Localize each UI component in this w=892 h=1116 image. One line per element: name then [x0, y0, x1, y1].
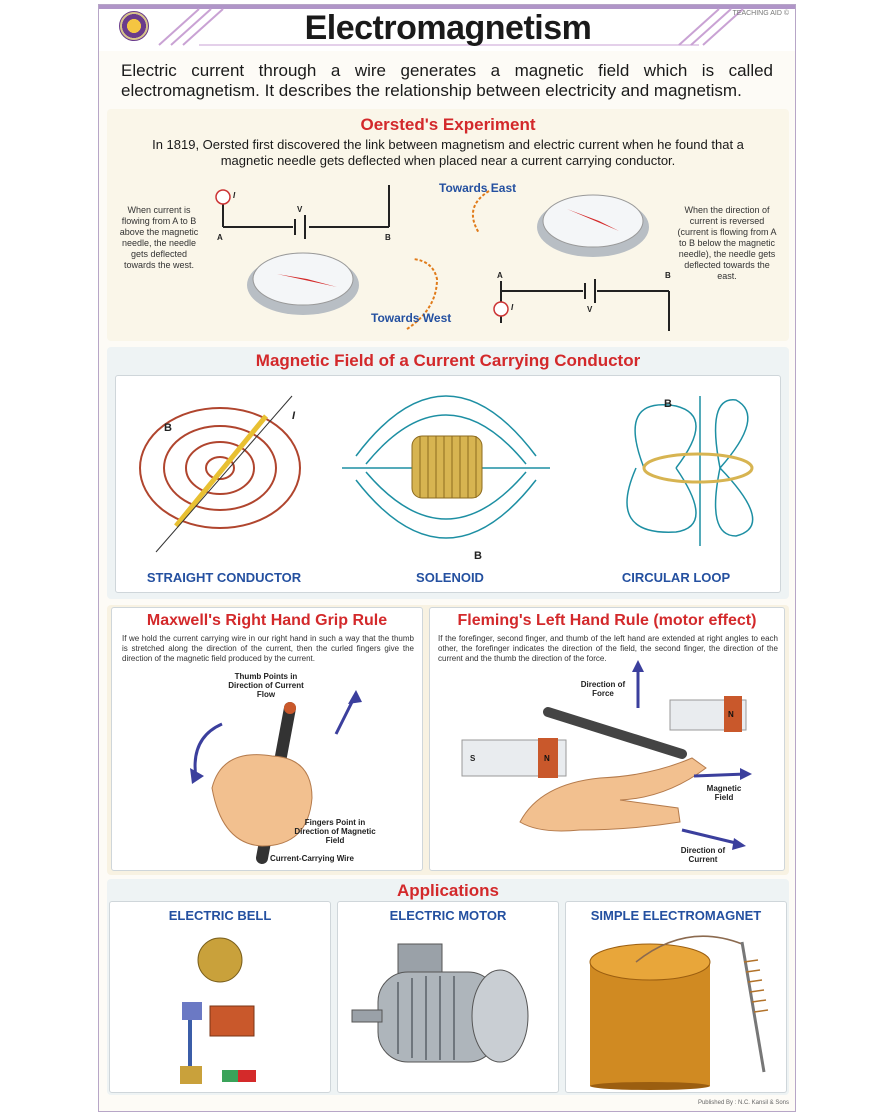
fleming-current-label: Direction of Current: [680, 846, 726, 864]
magnetic-field-panel: [107, 347, 789, 599]
publisher-code: TEACHING AID ©: [732, 10, 789, 17]
electric-bell-card: [109, 901, 331, 1093]
fleming-pole-n-right: N: [728, 710, 734, 719]
maxwell-thumb-label: Thumb Points in Direction of Current Flow: [228, 672, 304, 699]
oersted-text: In 1819, Oersted first discovered the link between magnetism and electric current when he found that a magnetic needle gets deflected when placed near a current carrying conductor.: [152, 137, 744, 168]
magnetic-field-card: [115, 375, 781, 593]
right-label-a: A: [497, 271, 503, 280]
label-simple-electromagnet: SIMPLE ELECTROMAGNET: [590, 908, 762, 923]
right-label-b: B: [665, 271, 671, 280]
simple-electromagnet-card: [565, 901, 787, 1093]
field-diagrams: [116, 376, 782, 594]
applications-panel: [107, 879, 789, 1095]
oersted-diagram: [107, 109, 789, 341]
right-label-v: V: [587, 305, 593, 314]
intro-text: Electric current through a wire generates a magnetic field which is called electromagnetism. It describes the relationship between electricity and magnetism.: [121, 61, 773, 100]
oersted-panel: [107, 109, 789, 341]
electric-motor-illustration: [338, 902, 560, 1094]
left-hand-rule-illustration: [430, 608, 786, 872]
maxwell-text: If we hold the current carrying wire in our right hand in such a way that the thumb is stretched along the direction of the current, then the curled fingers give the direction of the magnetic field produced by the current.: [122, 634, 414, 663]
fleming-field-label: Magnetic Field: [706, 784, 742, 802]
fleming-card: [429, 607, 785, 871]
right-label-i: I: [511, 303, 514, 312]
rules-panel: [107, 605, 789, 875]
straight-i-label: I: [292, 410, 296, 422]
magnetic-field-heading: Magnetic Field of a Current Carrying Conductor: [255, 351, 641, 370]
page-title: Electromagnetism: [304, 9, 592, 47]
label-electric-bell: ELECTRIC BELL: [168, 908, 272, 923]
fleming-pole-n: N: [544, 754, 550, 763]
towards-west-label: Towards West: [371, 311, 452, 325]
label-electric-motor: ELECTRIC MOTOR: [389, 908, 507, 923]
label-circular-loop: CIRCULAR LOOP: [621, 570, 731, 585]
footer: Published By : N.C. Kansil & Sons: [697, 1100, 789, 1106]
oersted-left-note: When current is flowing from A to B above the magnetic needle, the needle gets deflected towards the west.: [119, 205, 199, 270]
label-straight-conductor: STRAIGHT CONDUCTOR: [146, 570, 302, 585]
electric-motor-card: [337, 901, 559, 1093]
left-label-v: V: [297, 205, 303, 214]
oersted-right-note: When the direction of current is reversed (current is flowing from A to B below the magnetic needle), the needle gets deflected towards the east.: [677, 205, 777, 281]
fleming-pole-s: S: [470, 754, 476, 763]
straight-b-label: B: [164, 422, 172, 434]
fleming-text: If the forefinger, second finger, and thumb of the left hand are extended at right angles to each other, the forefinger indicates the direction of the field, the second finger, the direction of the current and the thumb the direction of the force.: [438, 634, 778, 663]
towards-east-label: Towards East: [439, 181, 517, 195]
maxwell-heading: Maxwell's Right Hand Grip Rule: [146, 612, 388, 629]
left-label-b: B: [385, 233, 391, 242]
maxwell-fingers-label: Fingers Point in Direction of Magnetic Field: [294, 818, 376, 845]
fleming-force-label: Direction of Force: [580, 680, 626, 698]
poster: [98, 4, 796, 1112]
loop-b-label: B: [664, 398, 672, 410]
electromagnet-illustration: [566, 902, 788, 1094]
applications-heading: Applications: [396, 881, 499, 900]
solenoid-b-label: B: [474, 550, 482, 562]
oersted-heading: Oersted's Experiment: [360, 115, 536, 134]
electric-bell-illustration: [110, 902, 332, 1094]
maxwell-wire-label: Current-Carrying Wire: [270, 854, 354, 863]
header: [99, 5, 796, 51]
fleming-heading: Fleming's Left Hand Rule (motor effect): [457, 612, 757, 629]
maxwell-card: [111, 607, 423, 871]
left-label-i: I: [233, 191, 236, 200]
label-solenoid: SOLENOID: [416, 570, 484, 585]
left-label-a: A: [217, 233, 223, 242]
